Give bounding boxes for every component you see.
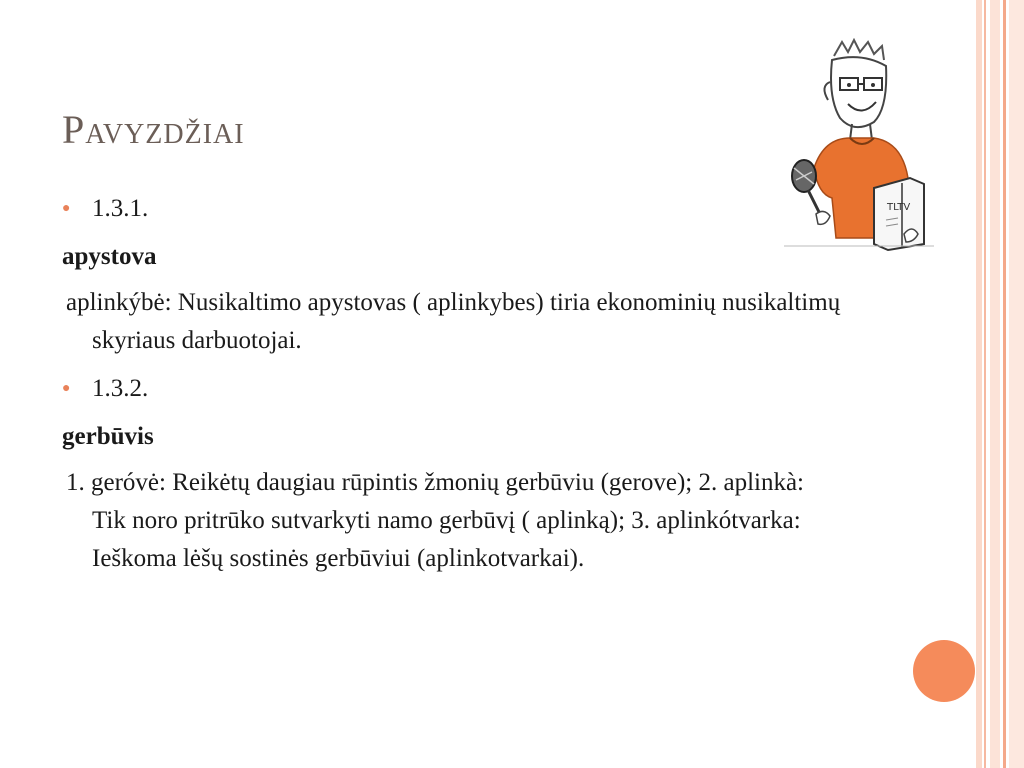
list-item [62, 190, 842, 228]
slide-title: Pavyzdžiai [62, 107, 245, 152]
svg-text:TLTV: TLTV [887, 202, 911, 213]
item-number: 1.3.1. [92, 195, 149, 222]
decorative-circle [913, 640, 975, 702]
term-heading: gerbūvis [62, 423, 154, 450]
item-number: 1.3.2. [92, 375, 149, 402]
term-definition: aplinkýbė: Nusikaltimo apystovas ( aplinkybes) tiria ekonominių nusikaltimų skyriaus darbuotojai. [66, 289, 841, 354]
bullet-icon: ● [62, 201, 71, 216]
list-item [62, 370, 842, 408]
decorative-stripes [976, 0, 1024, 768]
term-heading: apystova [62, 243, 157, 270]
bullet-icon: ● [62, 381, 71, 396]
term-definition: 1. geróvė: Reikėtų daugiau rūpintis žmonių gerbūviu (gerove); 2. aplinkà: Tik noro pritrūko sutvarkyti namo gerbūvį ( aplinką); 3. aplinkótvarka: Ieškoma lėšų sostinės gerbūviui (aplinkotvarkai). [66, 469, 805, 572]
slide-content [62, 190, 842, 588]
